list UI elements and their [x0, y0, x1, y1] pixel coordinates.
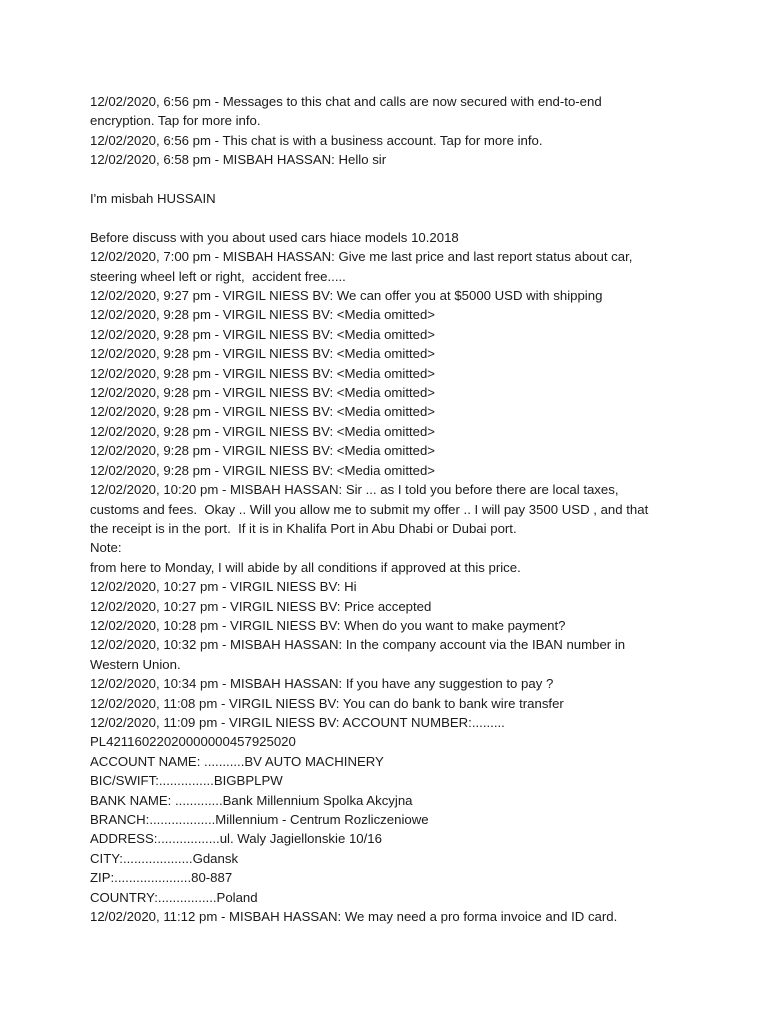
transcript-line: 12/02/2020, 9:27 pm - VIRGIL NIESS BV: We can offer you at $5000 USD with shipping [90, 288, 603, 304]
transcript-line: 12/02/2020, 7:00 pm - MISBAH HASSAN: Give me last price and last report status about car, [90, 249, 633, 265]
bank-name: BANK NAME: .............Bank Millennium Spolka Akcyjna [90, 792, 413, 808]
transcript-line: 12/02/2020, 9:28 pm - VIRGIL NIESS BV: <Media omitted> [90, 404, 436, 420]
transcript-line: from here to Monday, I will abide by all conditions if approved at this price. [90, 559, 521, 575]
transcript-line: steering wheel left or right, accident free..... [90, 268, 346, 284]
transcript-line: 12/02/2020, 10:27 pm - VIRGIL NIESS BV: Price accepted [90, 598, 432, 614]
transcript-line: 12/02/2020, 11:08 pm - VIRGIL NIESS BV: You can do bank to bank wire transfer [90, 695, 564, 711]
transcript-line: 12/02/2020, 10:28 pm - VIRGIL NIESS BV: When do you want to make payment? [90, 617, 566, 633]
transcript-line: 12/02/2020, 10:20 pm - MISBAH HASSAN: Sir ... as I told you before there are local taxes, [90, 482, 619, 498]
transcript-line: 12/02/2020, 9:28 pm - VIRGIL NIESS BV: <Media omitted> [90, 385, 436, 401]
account-name: ACCOUNT NAME: ...........BV AUTO MACHINERY [90, 753, 384, 769]
transcript-line: 12/02/2020, 9:28 pm - VIRGIL NIESS BV: <Media omitted> [90, 462, 436, 478]
bank-city: CITY:...................Gdansk [90, 850, 239, 866]
transcript-line: 12/02/2020, 11:12 pm - MISBAH HASSAN: We may need a pro forma invoice and ID card. [90, 909, 618, 925]
transcript-line: 12/02/2020, 10:34 pm - MISBAH HASSAN: If you have any suggestion to pay ? [90, 676, 554, 692]
chat-transcript-document [90, 92, 690, 926]
transcript-line: 12/02/2020, 6:58 pm - MISBAH HASSAN: Hello sir [90, 152, 387, 168]
transcript-line: 12/02/2020, 11:09 pm - VIRGIL NIESS BV: ACCOUNT NUMBER:......... [90, 714, 505, 730]
iban-number: PL42116022020000000457925020 [90, 734, 296, 750]
bank-address: ADDRESS:.................ul. Waly Jagiellonskie 10/16 [90, 831, 382, 847]
transcript-line: 12/02/2020, 6:56 pm - This chat is with a business account. Tap for more info. [90, 132, 543, 148]
bank-country: COUNTRY:................Poland [90, 889, 258, 905]
blank-line [90, 208, 690, 227]
bank-branch: BRANCH:..................Millennium - Centrum Rozliczeniowe [90, 812, 429, 827]
transcript-line: 12/02/2020, 9:28 pm - VIRGIL NIESS BV: <Media omitted> [90, 365, 436, 381]
transcript-line: 12/02/2020, 6:56 pm - Messages to this chat and calls are now secured with end-to-end [90, 94, 602, 109]
transcript-line: Before discuss with you about used cars hiace models 10.2018 [90, 229, 459, 245]
transcript-line: I'm misbah HUSSAIN [90, 191, 216, 207]
transcript-line: 12/02/2020, 9:28 pm - VIRGIL NIESS BV: <Media omitted> [90, 307, 436, 323]
transcript-line: 12/02/2020, 9:28 pm - VIRGIL NIESS BV: <Media omitted> [90, 346, 436, 362]
transcript-line: encryption. Tap for more info. [90, 113, 261, 129]
transcript-line: customs and fees. Okay .. Will you allow me to submit my offer .. I will pay 3500 USD , and that [90, 501, 649, 517]
transcript-line: the receipt is in the port. If it is in Khalifa Port in Abu Dhabi or Dubai port. [90, 520, 517, 536]
transcript-line: Western Union. [90, 656, 181, 672]
transcript-line: 12/02/2020, 9:28 pm - VIRGIL NIESS BV: <Media omitted> [90, 443, 436, 459]
blank-line [90, 170, 690, 189]
transcript-line: 12/02/2020, 9:28 pm - VIRGIL NIESS BV: <Media omitted> [90, 423, 436, 439]
transcript-line: Note: [90, 540, 122, 556]
transcript-line: 12/02/2020, 10:32 pm - MISBAH HASSAN: In the company account via the IBAN number in [90, 637, 626, 653]
bank-zip: ZIP:.....................80-887 [90, 870, 233, 886]
transcript-line: 12/02/2020, 9:28 pm - VIRGIL NIESS BV: <Media omitted> [90, 326, 436, 342]
bic-swift: BIC/SWIFT:...............BIGBPLPW [90, 773, 283, 789]
transcript-line: 12/02/2020, 10:27 pm - VIRGIL NIESS BV: Hi [90, 579, 357, 595]
